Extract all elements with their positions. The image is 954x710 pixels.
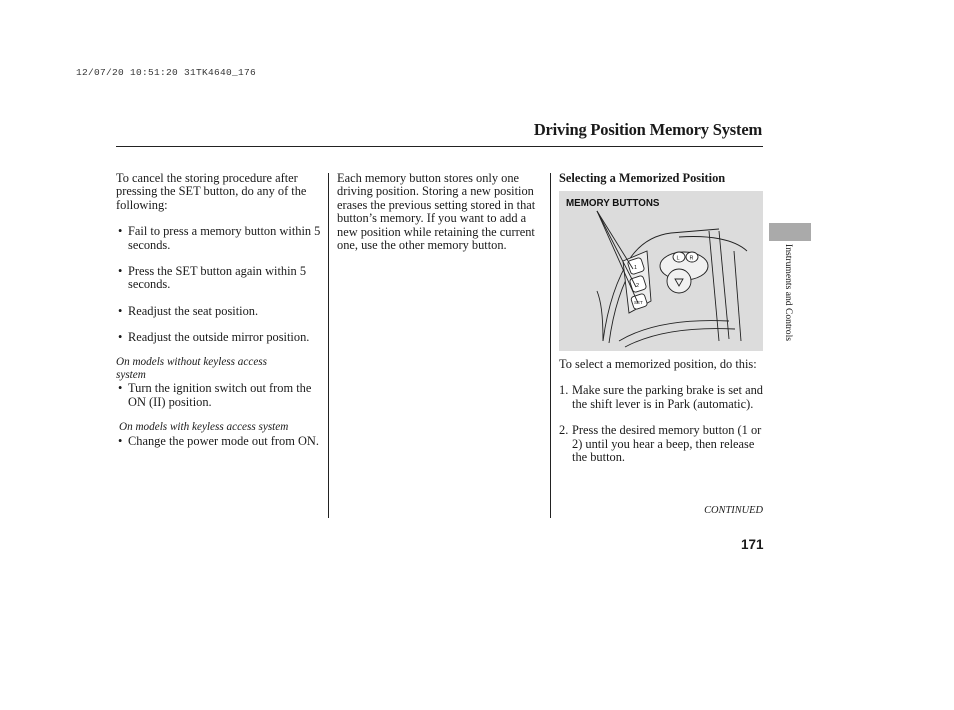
section-tab-label: Instruments and Controls [783, 244, 794, 341]
print-stamp: 12/07/20 10:51:20 31TK4640_176 [76, 67, 257, 78]
mirror-right-mark: R [689, 255, 694, 262]
step-item [559, 384, 765, 411]
bullet-item: • Readjust the seat position. [116, 305, 322, 318]
title-divider [116, 146, 763, 147]
page-title: Driving Position Memory System [533, 120, 762, 139]
page-number: 171 [741, 537, 764, 552]
set-button-mark: SET [634, 300, 643, 305]
section-tab [769, 223, 811, 241]
cancel-intro: To cancel the storing procedure after pressing the SET button, do any of the following: [116, 171, 307, 212]
select-instructions [559, 358, 765, 464]
step-number: 2. [559, 423, 569, 438]
step-text: Make sure the parking brake is set and the shift lever is in Park (automatic). [572, 383, 763, 411]
column-1 [116, 172, 322, 448]
bullet-item: • Turn the ignition switch out from the ON (II) position. [116, 382, 322, 409]
model-note-keyless: On models with keyless access system [119, 421, 289, 434]
memory-paragraph: Each memory button stores only one driving position. Storing a new position erases the previous setting stored in that button’s memory. If you want to add a new position while retaining the current one, use the other memory button. [337, 171, 536, 253]
step-text: Press the desired memory button (1 or 2) until you hear a beep, then release the button. [572, 423, 762, 465]
step-number: 1. [559, 383, 569, 398]
column-3 [559, 172, 765, 185]
column-divider-1 [328, 173, 329, 518]
bullet-item: • Readjust the outside mirror position. [116, 331, 322, 344]
column-2 [337, 172, 545, 252]
memory-buttons-illustration [559, 191, 763, 351]
bullet-item: • Change the power mode out from ON. [116, 435, 322, 448]
door-panel-drawing [559, 191, 763, 351]
memory-button-2-mark: 2 [636, 283, 640, 289]
section-heading: Selecting a Memorized Position [559, 171, 726, 185]
memory-button-1-mark: 1 [634, 265, 638, 271]
column-divider-2 [550, 173, 551, 518]
bullet-item: • Fail to press a memory button within 5 seconds. [116, 225, 322, 252]
select-intro: To select a memorized position, do this: [559, 357, 757, 371]
mirror-left-mark: L [676, 255, 680, 262]
continued-label: CONTINUED [704, 505, 763, 516]
step-item [559, 424, 765, 464]
bullet-item: • Press the SET button again within 5 seconds. [116, 265, 322, 292]
model-note-no-keyless: On models without keyless access system [116, 355, 267, 382]
figure-label: MEMORY BUTTONS [566, 198, 660, 209]
